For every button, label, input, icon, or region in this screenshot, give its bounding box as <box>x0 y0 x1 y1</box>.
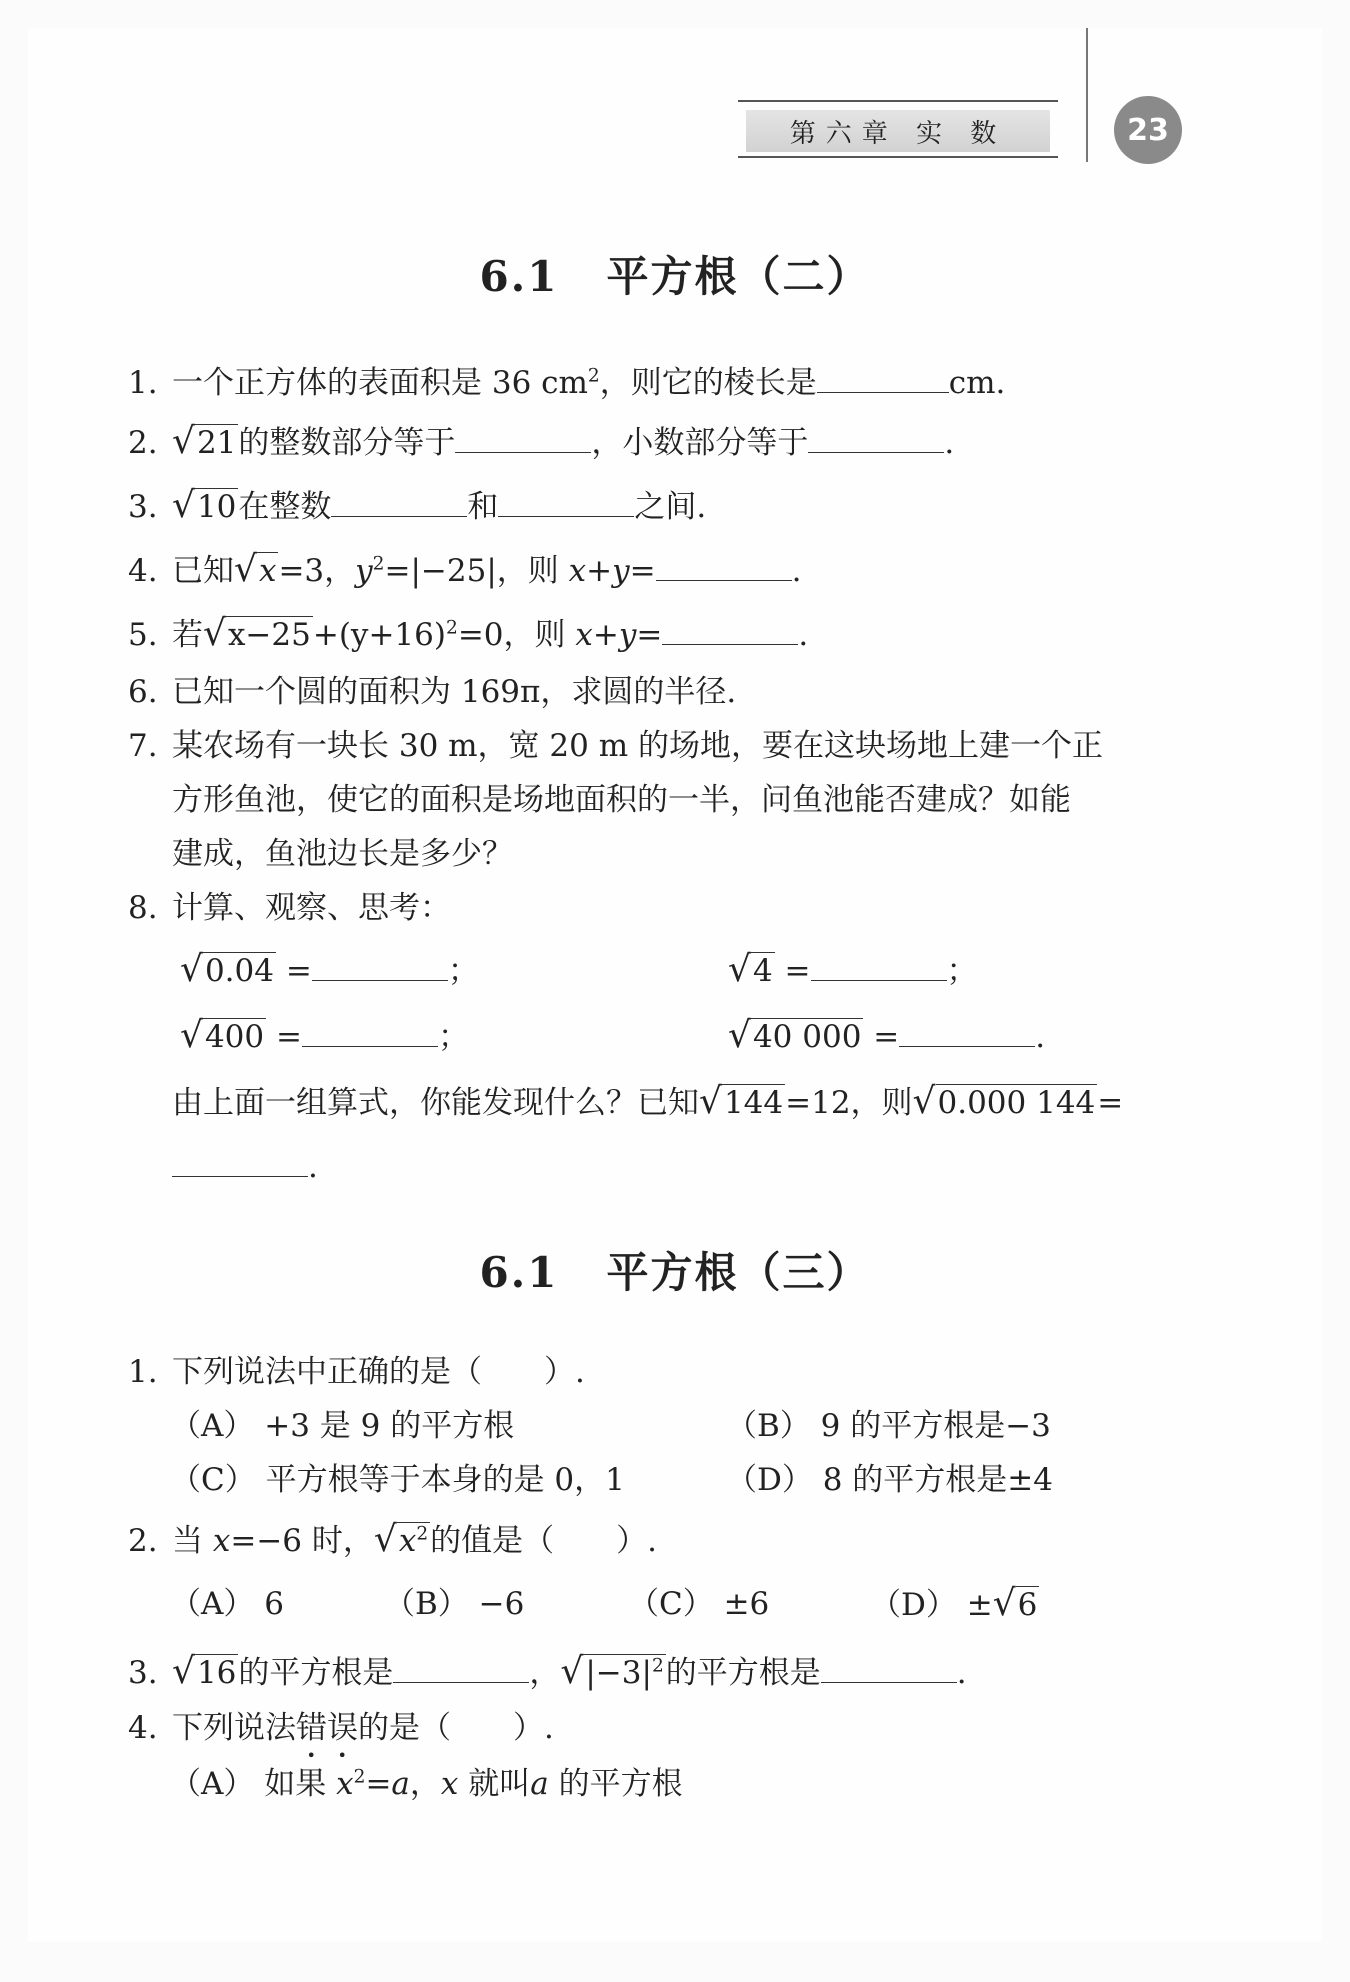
header-rule-top <box>738 100 1058 102</box>
option-a[interactable]: （A） 如果 $x^2=a$，x 就叫a 的平方根 <box>170 1766 683 1802</box>
page-number: 23 <box>1114 96 1182 164</box>
sqrt-expression: √0.04 <box>180 949 274 990</box>
answer-blank[interactable] <box>821 1652 957 1683</box>
question-number: 2. <box>128 1523 158 1559</box>
answer-blank[interactable] <box>302 1016 438 1047</box>
question-6 <box>128 672 736 712</box>
question-number: 1. <box>128 365 158 401</box>
question-text: 的值是（ ）. <box>430 1523 658 1559</box>
answer-blank[interactable] <box>662 614 798 645</box>
calc-4: √40 000 = . <box>728 1015 1046 1056</box>
question-text: 若 <box>172 617 203 653</box>
question-text: 由上面一组算式，你能发现什么？已知 <box>172 1085 699 1121</box>
question-text: 一个正方体的表面积是 36 cm <box>172 365 588 401</box>
question-number: 5. <box>128 617 158 653</box>
section-title-2 <box>0 1240 1350 1300</box>
question-7 <box>128 726 1103 766</box>
question-1 <box>128 362 1005 403</box>
option-b[interactable]: （B） −6 <box>384 1586 525 1622</box>
question-number: 2. <box>128 425 158 461</box>
answer-blank[interactable] <box>331 486 467 517</box>
sqrt-expression: √21 <box>172 421 237 462</box>
question-number: 7. <box>128 728 158 764</box>
header-rule-bottom <box>738 156 1058 158</box>
question-text: 和 <box>467 489 499 525</box>
question-text: 之间. <box>634 489 707 525</box>
question-4: 4. 已知√x=3，$y^2=|-25|$，则 x+y= . <box>128 549 802 590</box>
question-number: 1. <box>128 1354 158 1390</box>
section-heading: 平方根（三） <box>606 1248 871 1297</box>
sqrt-expression: √16 <box>172 1651 237 1692</box>
unit-text: cm. <box>948 365 1006 401</box>
section-number: 6.1 <box>479 1248 559 1297</box>
question-text: ，则它的棱长是 <box>599 365 817 401</box>
question-2: 2. √21的整数部分等于 ，小数部分等于 . <box>128 421 955 462</box>
sqrt-expression: √4 <box>728 949 773 990</box>
question-5: 5. 若$√x-25+(y+16)^2=0$，则 x+y= . <box>128 613 809 654</box>
answer-blank[interactable] <box>817 362 949 393</box>
s2-question-2: 2. 当 x=−6 时，$√x^2$的值是（ ）. <box>128 1519 658 1560</box>
question-text: 已知 <box>172 553 234 589</box>
question-text: 的整数部分等于 <box>238 425 456 461</box>
calc-1: √0.04 = ； <box>180 949 479 990</box>
question-text: 下列说法中正确的是（ ）. <box>172 1354 585 1390</box>
s2-question-4: 4. 下列说法错误的是（ ）. <box>128 1710 554 1746</box>
question-text: ，小数部分等于 <box>591 425 809 461</box>
section-title-1 <box>0 244 1350 304</box>
question-number: 3. <box>128 1655 158 1691</box>
option-a[interactable]: （A） 6 <box>170 1586 284 1622</box>
calc-2: √4 = ； <box>728 949 978 990</box>
chapter-header: 第六章 实 数 <box>746 110 1050 152</box>
sqrt-expression: √x−25 <box>203 613 311 654</box>
sqrt-expression: √x <box>234 549 277 590</box>
option-c[interactable]: （C） 平方根等于本身的是 0，1 <box>170 1462 625 1498</box>
answer-blank[interactable] <box>808 422 944 453</box>
sqrt-expression: $√|-3|^2$ <box>560 1651 664 1692</box>
question-8-answer-line: . <box>172 1146 318 1187</box>
s2-question-1 <box>128 1352 585 1392</box>
sqrt-expression: √0.000 144 <box>912 1081 1096 1122</box>
question-number: 8. <box>128 890 158 926</box>
answer-blank[interactable] <box>498 486 634 517</box>
answer-blank[interactable] <box>172 1146 308 1177</box>
answer-blank[interactable] <box>312 950 448 981</box>
sqrt-expression: $√x^2$ <box>373 1519 429 1560</box>
question-7-line-3: 建成，鱼池边长是多少？ <box>172 836 513 872</box>
question-8-follow-up: 由上面一组算式，你能发现什么？已知√144=12，则√0.000 144= <box>172 1081 1124 1122</box>
option-d[interactable]: （D） 8 的平方根是±4 <box>726 1462 1053 1498</box>
question-text: 在整数 <box>238 489 332 525</box>
s2-question-3: 3. √16的平方根是 ，$√|-3|^2$的平方根是 . <box>128 1651 967 1692</box>
sqrt-expression: √10 <box>172 485 237 526</box>
superscript: 2 <box>372 553 385 575</box>
superscript: 2 <box>445 617 458 639</box>
question-text: 已知一个圆的面积为 169π，求圆的半径. <box>172 674 737 710</box>
question-number: 4. <box>128 553 158 589</box>
question-8 <box>128 888 451 928</box>
question-7-line-2: 方形鱼池，使它的面积是场地面积的一半，问鱼池能否建成？如能 <box>172 782 1071 818</box>
answer-blank[interactable] <box>656 550 792 581</box>
question-number: 6. <box>128 674 158 710</box>
header-divider <box>1086 28 1088 162</box>
sqrt-expression: √400 <box>180 1015 265 1056</box>
answer-blank[interactable] <box>393 1652 529 1683</box>
option-d[interactable]: （D） ±√6 <box>870 1583 1038 1624</box>
question-number: 3. <box>128 489 158 525</box>
question-text: 计算、观察、思考： <box>172 890 451 926</box>
section-heading: 平方根（二） <box>606 252 871 301</box>
sqrt-expression: √144 <box>699 1081 784 1122</box>
emphasized-text: 错误 <box>296 1710 358 1746</box>
option-c[interactable]: （C） ±6 <box>628 1586 770 1622</box>
answer-blank[interactable] <box>899 1016 1035 1047</box>
option-b[interactable]: （B） 9 的平方根是−3 <box>726 1408 1051 1444</box>
answer-blank[interactable] <box>811 950 947 981</box>
sqrt-expression: √6 <box>992 1583 1038 1624</box>
question-3 <box>128 486 706 527</box>
section-number: 6.1 <box>479 252 559 301</box>
calc-3: √400 = ； <box>180 1015 469 1056</box>
superscript: 2 <box>587 365 600 387</box>
sqrt-expression: √40 000 <box>728 1015 862 1056</box>
question-number: 4. <box>128 1710 158 1746</box>
answer-blank[interactable] <box>455 422 591 453</box>
question-text: 某农场有一块长 30 m，宽 20 m 的场地，要在这块场地上建一个正 <box>172 728 1103 764</box>
option-a[interactable]: （A） +3 是 9 的平方根 <box>170 1408 515 1444</box>
